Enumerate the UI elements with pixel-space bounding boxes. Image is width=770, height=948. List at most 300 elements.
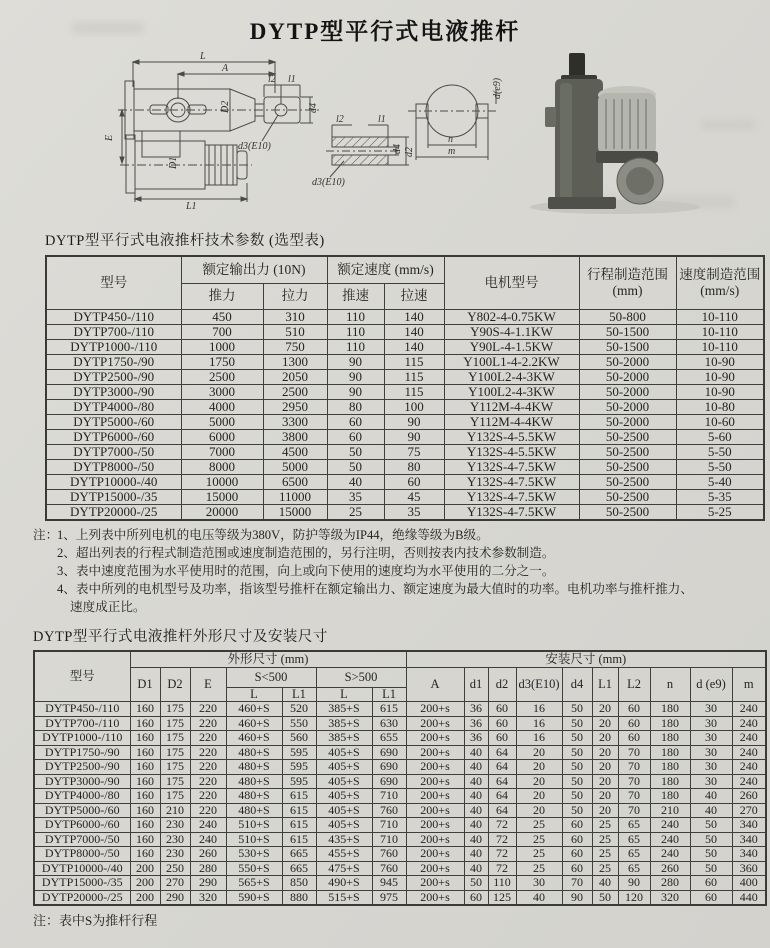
value-cell: 270 (160, 876, 190, 891)
value-cell: 30 (690, 702, 732, 717)
table2-section-title: DYTP型平行式电液推杆外形尺寸及安装尺寸 (33, 628, 328, 645)
value-cell: 72 (488, 832, 516, 847)
value-cell: 480+S (226, 774, 282, 789)
value-cell: 65 (618, 818, 650, 833)
value-cell: 40 (464, 818, 488, 833)
value-cell: 90 (562, 890, 592, 905)
value-cell: 70 (618, 745, 650, 760)
value-cell: 160 (130, 716, 160, 731)
model-cell: DYTP1000-/110 (34, 731, 130, 746)
value-cell: 240 (732, 702, 766, 717)
value-cell: 240 (190, 832, 226, 847)
dim-m-label: m (448, 146, 456, 157)
value-cell: 160 (130, 731, 160, 746)
value-cell: 40 (690, 803, 732, 818)
value-cell: 90 (327, 384, 384, 399)
value-cell: 20 (592, 760, 618, 775)
value-cell: 115 (384, 354, 444, 369)
note-line-4: 4、表中所列的电机型号及功率，指该型号推杆在额定输出力、额定速度为最大值时的功率。电机功率与推杆推力、 (57, 582, 693, 597)
value-cell: 64 (488, 774, 516, 789)
col-header-L2: L2 (618, 668, 650, 702)
table-row (46, 399, 764, 414)
value-cell: 240 (732, 760, 766, 775)
table-row (46, 324, 764, 339)
value-cell: 75 (384, 444, 444, 459)
value-cell: 595 (282, 760, 316, 775)
model-cell: DYTP450-/110 (34, 702, 130, 717)
value-cell: 400 (732, 876, 766, 891)
value-cell: 110 (488, 876, 516, 891)
model-cell: DYTP7000-/50 (34, 832, 130, 847)
value-cell: 60 (488, 716, 516, 731)
tech-params-body (46, 309, 764, 520)
value-cell: 220 (190, 774, 226, 789)
value-cell: 520 (282, 702, 316, 717)
model-cell: DYTP6000-/60 (46, 429, 181, 444)
value-cell: 220 (190, 760, 226, 775)
value-cell: 60 (618, 716, 650, 731)
value-cell: 40 (464, 745, 488, 760)
value-cell: Y90L-4-1.5KW (444, 339, 579, 354)
col-header-n: n (650, 668, 690, 702)
value-cell: 200+s (406, 832, 464, 847)
value-cell: 200+s (406, 890, 464, 905)
col-header-rated-output: 额定输出力 (10N) (181, 256, 327, 283)
value-cell: 435+S (316, 832, 372, 847)
value-cell: 50-2000 (579, 384, 676, 399)
value-cell: 230 (160, 847, 190, 862)
col-header-d3: d3(E10) (516, 668, 562, 702)
value-cell: 160 (130, 847, 160, 862)
value-cell: 45 (384, 489, 444, 504)
value-cell: 440 (732, 890, 766, 905)
dimensions-body (34, 702, 766, 906)
value-cell: 655 (372, 731, 406, 746)
value-cell: 40 (690, 789, 732, 804)
value-cell: 180 (650, 716, 690, 731)
table-row (34, 760, 766, 775)
table-row (46, 504, 764, 520)
value-cell: 220 (190, 731, 226, 746)
value-cell: 11000 (263, 489, 327, 504)
value-cell: 40 (464, 803, 488, 818)
value-cell: 50 (327, 459, 384, 474)
value-cell: 25 (592, 861, 618, 876)
col-header-push-speed: 推速 (327, 283, 384, 309)
value-cell: 3300 (263, 414, 327, 429)
value-cell: 200 (130, 890, 160, 905)
value-cell: 50-2000 (579, 399, 676, 414)
value-cell: 10-80 (676, 399, 764, 414)
value-cell: 100 (384, 399, 444, 414)
value-cell: 64 (488, 745, 516, 760)
value-cell: 20 (516, 803, 562, 818)
value-cell: 50 (690, 832, 732, 847)
value-cell: 30 (690, 731, 732, 746)
value-cell: 5-35 (676, 489, 764, 504)
dim-A-label: A (222, 63, 229, 74)
value-cell: 550 (282, 716, 316, 731)
col-header-d2: d2 (488, 668, 516, 702)
table-row (34, 731, 766, 746)
value-cell: 70 (618, 760, 650, 775)
value-cell: 20000 (181, 504, 263, 520)
value-cell: 320 (190, 890, 226, 905)
table-row (34, 803, 766, 818)
value-cell: 25 (327, 504, 384, 520)
table-row (46, 309, 764, 324)
dim-l1-label: l1 (288, 74, 296, 85)
model-cell: DYTP20000-/25 (46, 504, 181, 520)
value-cell: 945 (372, 876, 406, 891)
page-title: DYTP型平行式电液推杆 (249, 19, 521, 44)
value-cell: Y112M-4-4KW (444, 414, 579, 429)
value-cell: 160 (130, 789, 160, 804)
value-cell: 60 (690, 890, 732, 905)
value-cell: 25 (516, 847, 562, 862)
value-cell: 690 (372, 774, 406, 789)
value-cell: 25 (516, 818, 562, 833)
col-header-rated-speed: 额定速度 (mm/s) (327, 256, 444, 283)
value-cell: 200+s (406, 861, 464, 876)
value-cell: 50-2000 (579, 369, 676, 384)
value-cell: 510 (263, 324, 327, 339)
table-row (34, 774, 766, 789)
table-row (34, 818, 766, 833)
value-cell: 180 (650, 731, 690, 746)
value-cell: 35 (327, 489, 384, 504)
col-header-L-lt: L (226, 688, 282, 702)
value-cell: 750 (263, 339, 327, 354)
value-cell: 200 (130, 876, 160, 891)
value-cell: 20 (592, 716, 618, 731)
value-cell: 90 (618, 876, 650, 891)
value-cell: 40 (327, 474, 384, 489)
value-cell: 50 (562, 760, 592, 775)
col-header-motor-model: 电机型号 (444, 256, 579, 309)
col-header-E: E (190, 668, 226, 702)
value-cell: 7000 (181, 444, 263, 459)
value-cell: 200+s (406, 716, 464, 731)
value-cell: 60 (384, 474, 444, 489)
value-cell: 40 (464, 760, 488, 775)
value-cell: 615 (282, 832, 316, 847)
col-header-d-e9: d (e9) (690, 668, 732, 702)
value-cell: 25 (516, 861, 562, 876)
model-cell: DYTP4000-/80 (34, 789, 130, 804)
value-cell: 25 (592, 818, 618, 833)
value-cell: 1300 (263, 354, 327, 369)
col-header-speed-range: 速度制造范围 (mm/s) (676, 256, 764, 309)
value-cell: 290 (160, 890, 190, 905)
model-cell: DYTP5000-/60 (46, 414, 181, 429)
table-row (46, 339, 764, 354)
value-cell: 5-50 (676, 459, 764, 474)
value-cell: 200+s (406, 745, 464, 760)
value-cell: 450 (181, 309, 263, 324)
model-cell: DYTP6000-/60 (34, 818, 130, 833)
value-cell: 1000 (181, 339, 263, 354)
value-cell: 480+S (226, 803, 282, 818)
value-cell: 16 (516, 731, 562, 746)
value-cell: 240 (650, 832, 690, 847)
model-cell: DYTP5000-/60 (34, 803, 130, 818)
value-cell: Y112M-4-4KW (444, 399, 579, 414)
dim-D2-label: D2 (220, 100, 231, 113)
value-cell: 210 (160, 803, 190, 818)
value-cell: 230 (160, 832, 190, 847)
model-cell: DYTP4000-/80 (46, 399, 181, 414)
table-row (46, 474, 764, 489)
note-line-3: 3、表中速度范围为水平使用时的范围，向上或向下使用的速度均为水平使用的二分之一。 (57, 563, 555, 578)
value-cell: 200+s (406, 803, 464, 818)
section-d2-label: d2 (404, 147, 415, 157)
value-cell: 50-2500 (579, 474, 676, 489)
value-cell: 60 (618, 731, 650, 746)
dim-D1-label: D1 (168, 156, 179, 169)
value-cell: 140 (384, 339, 444, 354)
value-cell: 20 (516, 745, 562, 760)
value-cell: 50-2500 (579, 459, 676, 474)
value-cell: 175 (160, 789, 190, 804)
value-cell: 50 (690, 861, 732, 876)
value-cell: 550+S (226, 861, 282, 876)
value-cell: 240 (650, 847, 690, 862)
col-header-A: A (406, 668, 464, 702)
value-cell: 665 (282, 861, 316, 876)
value-cell: 290 (190, 876, 226, 891)
value-cell: 50 (464, 876, 488, 891)
value-cell: 25 (592, 832, 618, 847)
col-header-L1-gt: L1 (372, 688, 406, 702)
value-cell: 50 (562, 731, 592, 746)
value-cell: 60 (562, 861, 592, 876)
value-cell: 20 (516, 774, 562, 789)
dim-d4-label: d4 (308, 103, 319, 113)
value-cell: Y100L2-4-3KW (444, 369, 579, 384)
value-cell: 10-90 (676, 354, 764, 369)
value-cell: 40 (464, 774, 488, 789)
value-cell: 70 (562, 876, 592, 891)
value-cell: 72 (488, 861, 516, 876)
value-cell: 10-90 (676, 369, 764, 384)
col-header-L-gt: L (316, 688, 372, 702)
value-cell: 200+s (406, 847, 464, 862)
value-cell: Y100L1-4-2.2KW (444, 354, 579, 369)
table-row (34, 702, 766, 717)
table1-section-title: DYTP型平行式电液推杆技术参数 (选型表) (45, 233, 325, 249)
value-cell: 70 (618, 789, 650, 804)
value-cell: 200 (130, 861, 160, 876)
col-header-pull-force: 拉力 (263, 283, 327, 309)
value-cell: 30 (690, 716, 732, 731)
value-cell: 160 (130, 818, 160, 833)
value-cell: 30 (516, 876, 562, 891)
col-header-D1: D1 (130, 668, 160, 702)
value-cell: 35 (384, 504, 444, 520)
model-cell: DYTP700-/110 (34, 716, 130, 731)
value-cell: 60 (618, 702, 650, 717)
tech-params-table (45, 255, 765, 521)
value-cell: 50-1500 (579, 339, 676, 354)
value-cell: 180 (650, 745, 690, 760)
value-cell: 5-50 (676, 444, 764, 459)
value-cell: 2050 (263, 369, 327, 384)
value-cell: 200+s (406, 760, 464, 775)
value-cell: 40 (464, 832, 488, 847)
model-cell: DYTP3000-/90 (34, 774, 130, 789)
value-cell: 630 (372, 716, 406, 731)
value-cell: 460+S (226, 716, 282, 731)
value-cell: 5000 (181, 414, 263, 429)
value-cell: 115 (384, 384, 444, 399)
table-row (46, 384, 764, 399)
value-cell: 260 (190, 847, 226, 862)
value-cell: 50 (562, 702, 592, 717)
value-cell: 110 (327, 324, 384, 339)
value-cell: 140 (384, 309, 444, 324)
value-cell: Y100L2-4-3KW (444, 384, 579, 399)
value-cell: 240 (732, 745, 766, 760)
value-cell: 180 (650, 774, 690, 789)
value-cell: 175 (160, 702, 190, 717)
value-cell: 175 (160, 774, 190, 789)
value-cell: 40 (464, 789, 488, 804)
value-cell: 320 (650, 890, 690, 905)
value-cell: 455+S (316, 847, 372, 862)
value-cell: 240 (732, 774, 766, 789)
value-cell: 310 (263, 309, 327, 324)
value-cell: 65 (618, 847, 650, 862)
value-cell: 385+S (316, 716, 372, 731)
value-cell: 50 (562, 716, 592, 731)
value-cell: 1750 (181, 354, 263, 369)
value-cell: 160 (130, 760, 160, 775)
note-line-2: 2、超出列表的行程式制造范围或速度制造范围的，另行注明，否则按表内技术参数制造。 (57, 545, 555, 560)
value-cell: 5-25 (676, 504, 764, 520)
value-cell: 880 (282, 890, 316, 905)
value-cell: 8000 (181, 459, 263, 474)
value-cell: 175 (160, 760, 190, 775)
value-cell: 50 (562, 803, 592, 818)
table-row (34, 890, 766, 905)
value-cell: 385+S (316, 731, 372, 746)
value-cell: 480+S (226, 760, 282, 775)
dim-d3-label: d3(E10) (238, 141, 271, 152)
value-cell: 110 (327, 309, 384, 324)
value-cell: 50-800 (579, 309, 676, 324)
value-cell: 385+S (316, 702, 372, 717)
model-cell: DYTP700-/110 (46, 324, 181, 339)
section-l2-label: l2 (336, 114, 344, 125)
value-cell: 5000 (263, 459, 327, 474)
value-cell: 405+S (316, 818, 372, 833)
value-cell: 975 (372, 890, 406, 905)
value-cell: 50-2500 (579, 504, 676, 520)
value-cell: 50 (562, 789, 592, 804)
model-cell: DYTP1750-/90 (34, 745, 130, 760)
value-cell: 490+S (316, 876, 372, 891)
value-cell: 615 (282, 789, 316, 804)
value-cell: 36 (464, 716, 488, 731)
table-row (34, 876, 766, 891)
col-group-s-gt-500: S>500 (316, 668, 406, 688)
col-header-d1: d1 (464, 668, 488, 702)
value-cell: Y132S-4-5.5KW (444, 429, 579, 444)
model-cell: DYTP1750-/90 (46, 354, 181, 369)
value-cell: 700 (181, 324, 263, 339)
value-cell: 72 (488, 847, 516, 862)
value-cell: 15000 (263, 504, 327, 520)
footer-note: 注：表中S为推杆行程 (33, 913, 158, 929)
model-cell: DYTP8000-/50 (34, 847, 130, 862)
value-cell: 280 (190, 861, 226, 876)
value-cell: 595 (282, 774, 316, 789)
col-header-d4: d4 (562, 668, 592, 702)
dim-L1-label: L1 (186, 201, 197, 212)
value-cell: 405+S (316, 760, 372, 775)
value-cell: 70 (618, 774, 650, 789)
value-cell: 20 (592, 745, 618, 760)
value-cell: Y132S-4-5.5KW (444, 444, 579, 459)
value-cell: 10000 (181, 474, 263, 489)
value-cell: 64 (488, 760, 516, 775)
value-cell: 60 (327, 429, 384, 444)
value-cell: 200+s (406, 702, 464, 717)
value-cell: Y132S-4-7.5KW (444, 474, 579, 489)
value-cell: 515+S (316, 890, 372, 905)
figure-area (0, 49, 770, 215)
value-cell: 60 (690, 876, 732, 891)
value-cell: 340 (732, 847, 766, 862)
value-cell: 36 (464, 731, 488, 746)
value-cell: 10-90 (676, 384, 764, 399)
section-d4-label: d4 (392, 144, 403, 154)
value-cell: 50 (690, 847, 732, 862)
value-cell: 240 (732, 716, 766, 731)
value-cell: 40 (516, 890, 562, 905)
value-cell: 50 (562, 774, 592, 789)
value-cell: 50-2500 (579, 444, 676, 459)
value-cell: 665 (282, 847, 316, 862)
value-cell: 405+S (316, 803, 372, 818)
value-cell: 10-110 (676, 339, 764, 354)
table-row (46, 444, 764, 459)
table-row (34, 716, 766, 731)
value-cell: 16 (516, 716, 562, 731)
value-cell: 200+s (406, 876, 464, 891)
value-cell: 125 (488, 890, 516, 905)
value-cell: 36 (464, 702, 488, 717)
value-cell: 240 (732, 731, 766, 746)
value-cell: Y132S-4-7.5KW (444, 459, 579, 474)
value-cell: 405+S (316, 789, 372, 804)
col-group-outline: 外形尺寸 (mm) (130, 651, 406, 668)
value-cell: 90 (384, 429, 444, 444)
dim-E-label: E (104, 134, 115, 141)
model-cell: DYTP8000-/50 (46, 459, 181, 474)
value-cell: 20 (592, 789, 618, 804)
value-cell: 20 (516, 760, 562, 775)
col-header-D2: D2 (160, 668, 190, 702)
model-cell: DYTP7000-/50 (46, 444, 181, 459)
value-cell: 475+S (316, 861, 372, 876)
notes-block (33, 526, 770, 617)
value-cell: 30 (690, 760, 732, 775)
model-cell: DYTP20000-/25 (34, 890, 130, 905)
value-cell: 6000 (181, 429, 263, 444)
value-cell: 4500 (263, 444, 327, 459)
